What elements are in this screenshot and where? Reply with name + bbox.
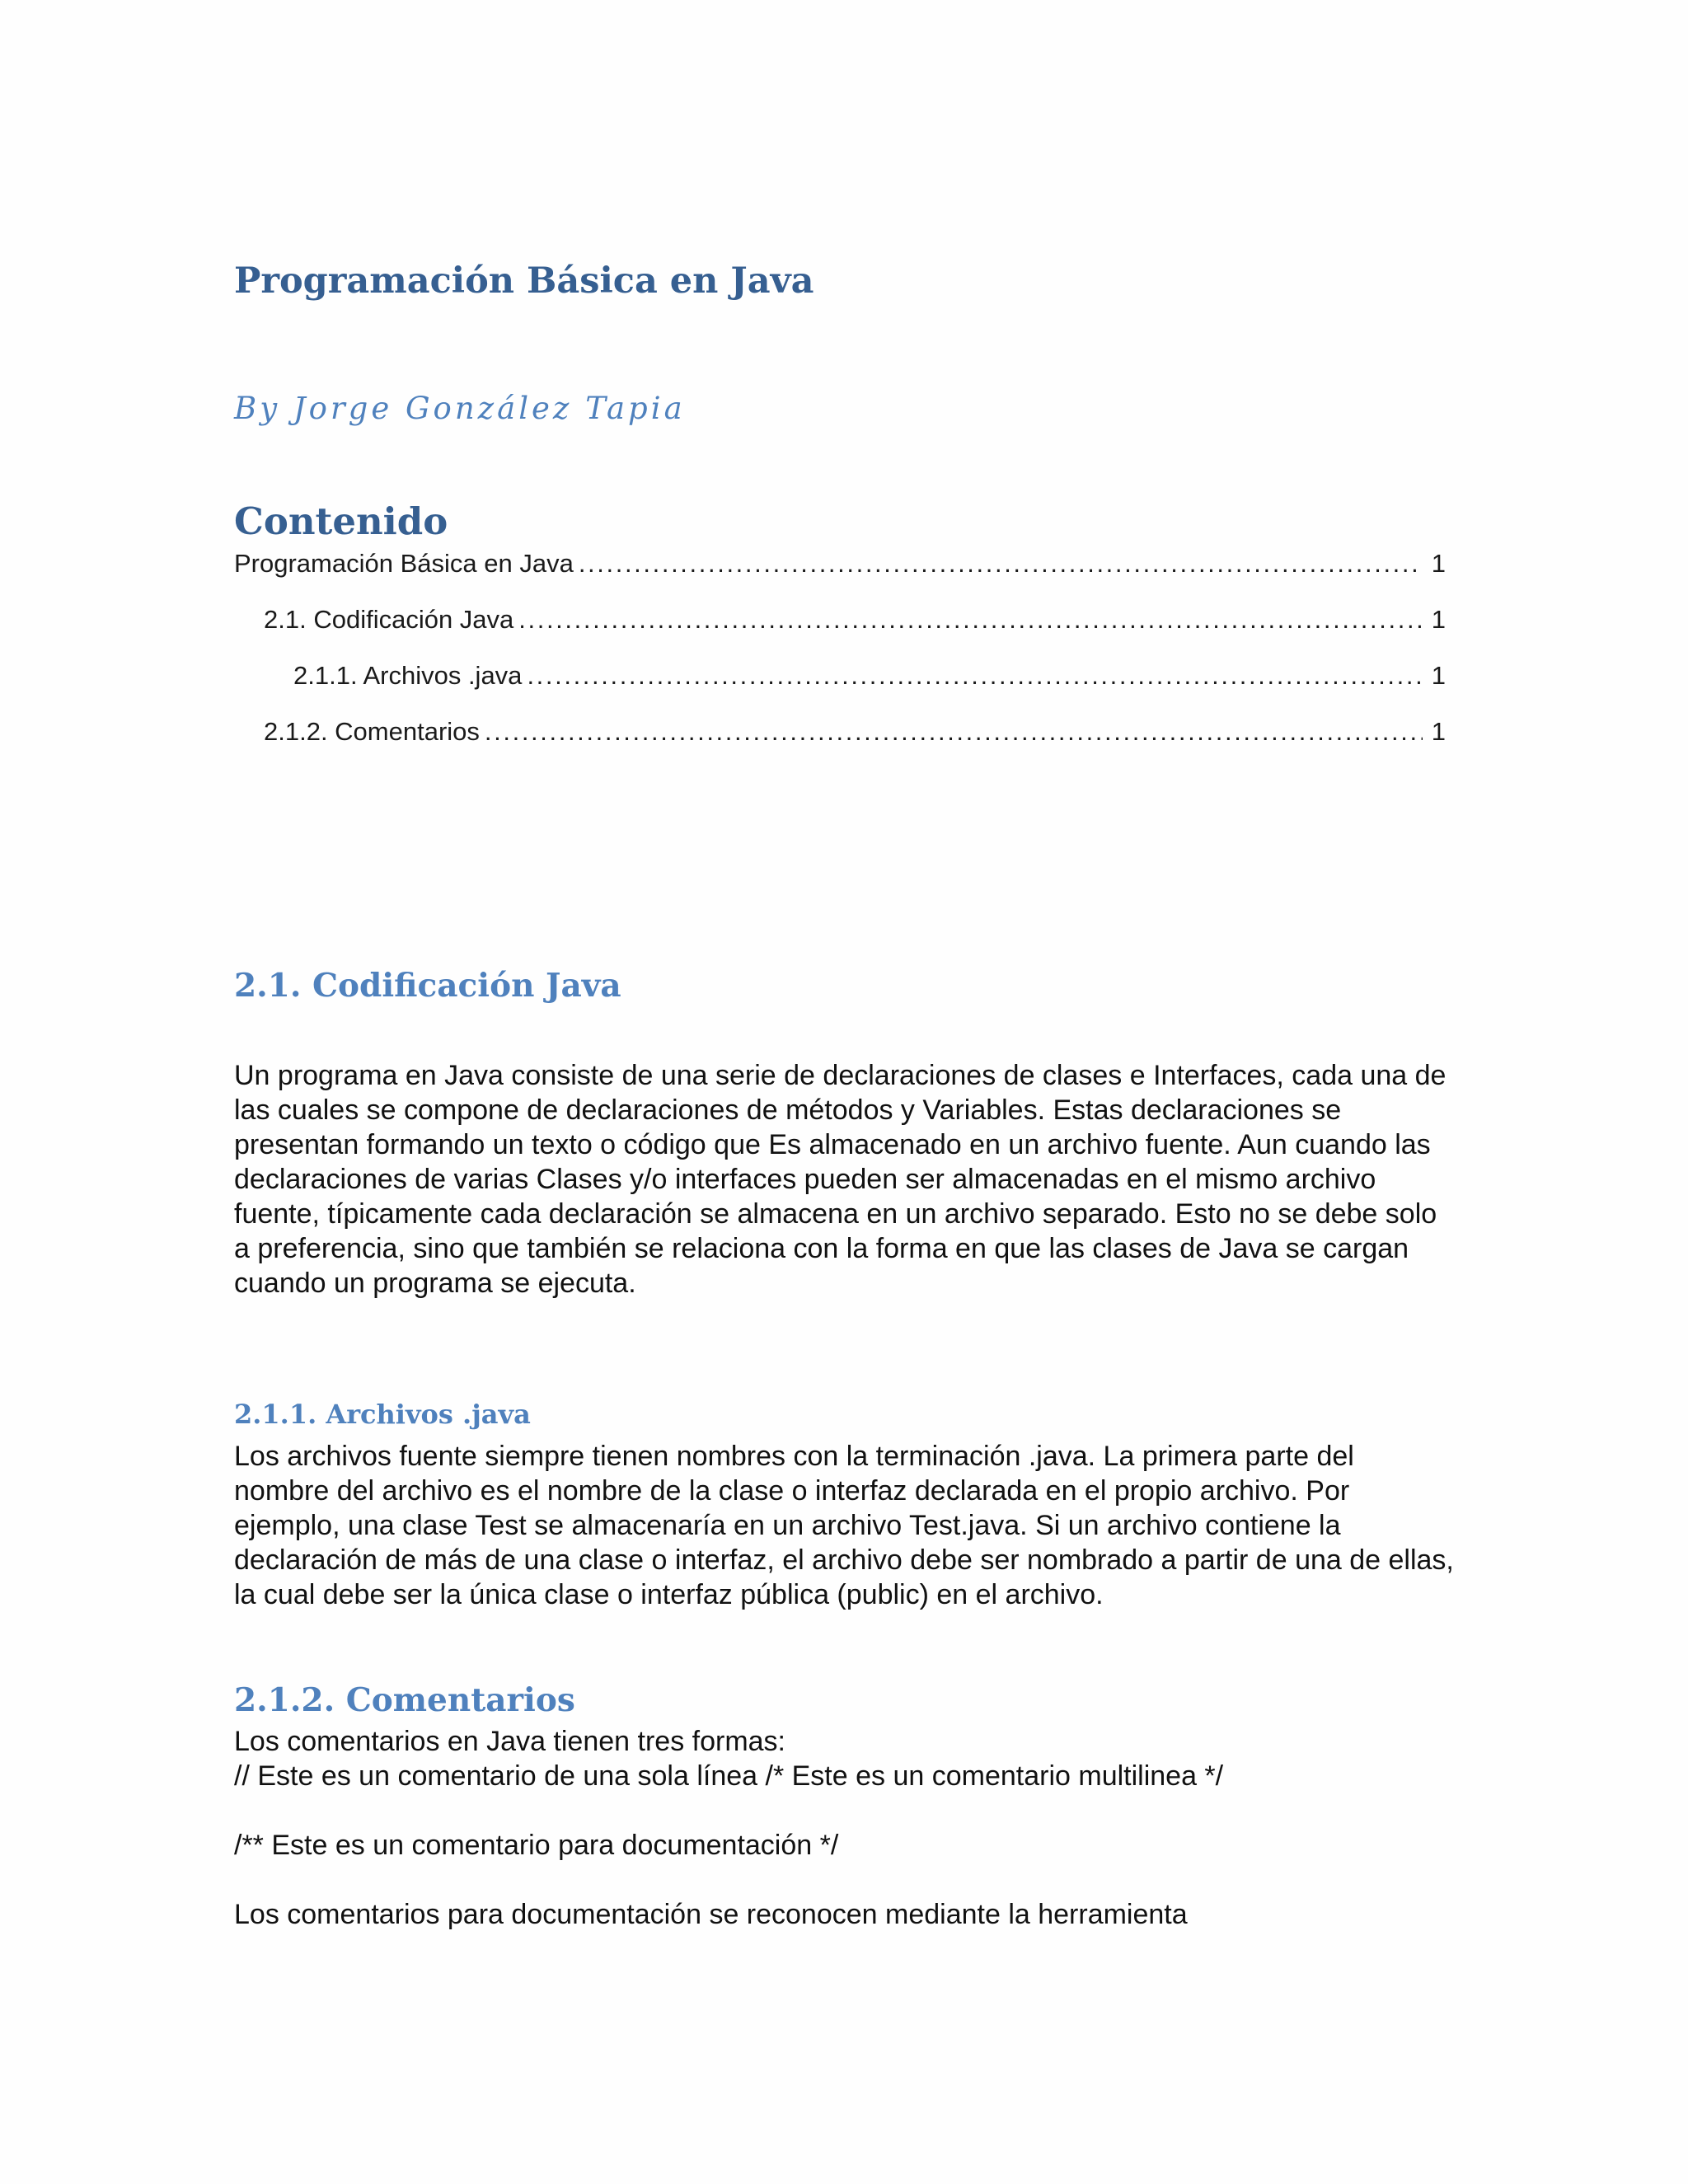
toc-leader xyxy=(518,605,1423,635)
comentarios-line-3: /** Este es un comentario para documentación */ xyxy=(234,1830,839,1861)
toc-entry-page: 1 xyxy=(1431,717,1446,746)
toc-entry-label: 2.1.2. Comentarios xyxy=(264,717,480,746)
comentarios-line-1: Los comentarios en Java tienen tres formas: xyxy=(234,1726,785,1757)
toc-entry-page: 1 xyxy=(1431,605,1446,634)
document-author: By Jorge González Tapia xyxy=(234,391,686,426)
comentarios-line-4: Los comentarios para documentación se reconocen mediante la herramienta xyxy=(234,1899,1188,1930)
toc-entry-label: 2.1.1. Archivos .java xyxy=(293,661,523,690)
section-heading-codificacion: 2.1. Codificación Java xyxy=(234,967,621,1005)
toc-entry-page: 1 xyxy=(1431,549,1446,578)
comentarios-line-2: // Este es un comentario de una sola línea /* Este es un comentario multilinea */ xyxy=(234,1760,1224,1792)
toc-entry-label: Programación Básica en Java xyxy=(234,549,574,578)
toc-entry-2[interactable] xyxy=(264,605,1446,638)
section-heading-comentarios: 2.1.2. Comentarios xyxy=(234,1681,575,1719)
toc-leader xyxy=(579,549,1423,579)
paragraph-archivos: Los archivos fuente siempre tienen nombres con la terminación .java. La primera parte del nombre del archivo es el nombre de la clase o interfaz declarada en el propio archivo. Por ejemplo, una clase Test se almacenaría en un archivo Test.java. Si un archivo contiene la declaración de más de una clase o interfaz, el archivo debe ser nombrado a partir de una de ellas, la cual debe ser la única clase o interfaz pública (public) en el archivo. xyxy=(234,1441,1454,1610)
toc-entry-4[interactable] xyxy=(264,717,1446,750)
section-heading-archivos: 2.1.1. Archivos .java xyxy=(234,1399,531,1430)
toc-entry-3[interactable] xyxy=(293,661,1446,694)
toc-heading: Contenido xyxy=(234,499,448,543)
toc-entry-1[interactable] xyxy=(234,549,1446,582)
paragraph-codificacion: Un programa en Java consiste de una serie de declaraciones de clases e Interfaces, cada una de las cuales se compone de declaraciones de métodos y Variables. Estas declaraciones se presentan formando un texto o código que Es almacenado en un archivo fuente. Aun cuando las declaraciones de varias Clases y/o interfaces pueden ser almacenadas en el mismo archivo fuente, típicamente cada declaración se almacena en un archivo separado. Esto no se debe solo a preferencia, sino que también se relaciona con la forma en que las clases de Java se cargan cuando un programa se ejecuta. xyxy=(234,1060,1447,1299)
document-title: Programación Básica en Java xyxy=(234,260,814,302)
toc-entry-label: 2.1. Codificación Java xyxy=(264,605,514,634)
toc-leader xyxy=(527,661,1423,691)
toc-entry-page: 1 xyxy=(1431,661,1446,690)
toc-leader xyxy=(485,717,1423,747)
